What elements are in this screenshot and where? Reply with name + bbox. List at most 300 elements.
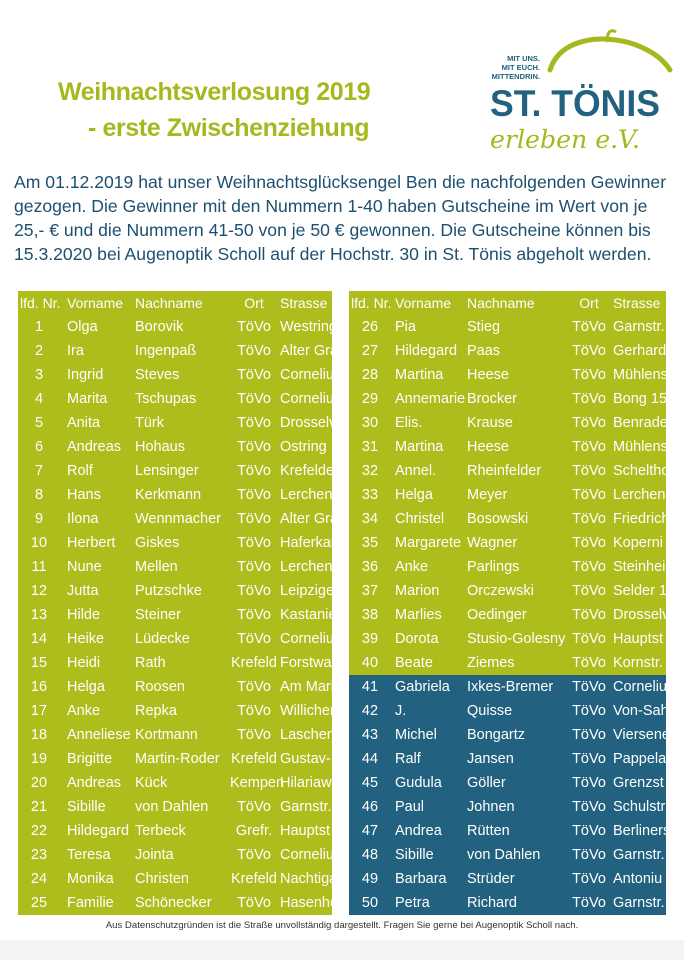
cell-nr: 7 [34,463,44,479]
cell-nr: 20 [30,775,48,791]
cell-nr: 2 [34,343,44,359]
cell-nachname: Heese [467,367,509,383]
cell-strasse: Drosselv [280,415,337,431]
cell-nachname: Terbeck [135,823,186,839]
privacy-footnote: Aus Datenschutzgründen ist die Straße unvollständig dargestellt. Fragen Sie gerne bei Augenoptik Scholl nach. [105,920,579,931]
cell-strasse: Garnstr. [613,847,665,863]
cell-ort: TöVo [237,583,271,599]
cell-strasse: Ostring [280,439,327,455]
table-row [18,387,332,411]
cell-ort: TöVo [572,535,606,551]
cell-vorname: Marion [395,583,440,599]
table-row [18,555,337,579]
cell-nachname: Steiner [135,607,181,623]
cell-strasse: Viersene [613,727,670,743]
cell-vorname: Andrea [395,823,442,839]
cell-nachname: Hohaus [135,439,185,455]
table-row [349,627,666,651]
cell-nachname: Stieg [467,319,501,335]
table-row [349,651,666,675]
cell-nachname: Ixkes-Bremer [467,679,554,695]
cell-ort: TöVo [572,847,606,863]
table-row [18,699,335,723]
cell-vorname: Teresa [67,847,111,863]
cell-nr: 22 [30,823,48,839]
cell-vorname: Dorota [395,631,439,647]
cell-vorname: Anke [67,703,101,719]
cell-nachname: Paas [467,343,501,359]
table-row [18,891,339,915]
table-body [349,315,671,915]
cell-vorname: Elis. [395,415,423,431]
cell-nachname: Roosen [135,679,185,695]
cell-strasse: Koperni [613,535,663,551]
table-row [349,507,670,531]
table-row [349,819,671,843]
cell-nr: 14 [30,631,48,647]
cell-nachname: von Dahlen [135,799,209,815]
cell-ort: TöVo [237,703,271,719]
table-row [18,747,332,771]
cell-nachname: Quisse [467,703,513,719]
cell-nr: 10 [30,535,48,551]
cell-vorname: Heike [67,631,105,647]
cell-nachname: Repka [135,703,177,719]
table-row [18,675,343,699]
cell-nr: 31 [361,439,379,455]
cell-nachname: Steves [135,367,180,383]
cell-strasse: Grenzst [613,775,664,791]
cell-nachname: Rheinfelder [467,463,542,479]
cell-ort: TöVo [237,367,271,383]
cell-vorname: Beate [395,655,433,671]
cell-strasse: Willicher [280,703,335,719]
cell-strasse: Mühlens [613,367,668,383]
cell-vorname: Margarete [395,535,462,551]
cell-ort: TöVo [572,631,606,647]
cell-vorname: Hildegard [395,343,458,359]
cell-ort: TöVo [572,439,606,455]
cell-nachname: Johnen [467,799,515,815]
cell-ort: TöVo [237,535,271,551]
cell-vorname: Barbara [395,871,447,887]
table-row [349,699,669,723]
cell-nr: 49 [361,871,379,887]
cell-nr: 30 [361,415,379,431]
cell-nr: 46 [361,799,379,815]
cell-nachname: Wagner [467,535,518,551]
cell-nachname: Parlings [467,559,520,575]
cell-nachname: Lensinger [135,463,199,479]
cell-nr: 4 [34,391,44,407]
winners-table-left [18,291,343,915]
cell-nr: 16 [30,679,48,695]
cell-nr: 17 [30,703,48,719]
intro-line: 15.3.2020 bei Augenoptik Scholl auf der Hochstr. 30 in St. Tönis abgeholt werden. [14,244,652,264]
cell-nr: 5 [34,415,44,431]
cell-vorname: J. [395,703,407,719]
cell-ort: TöVo [572,583,606,599]
cell-nachname: Bosowski [467,511,529,527]
logo-tagline-2: MIT EUCH. [501,63,540,72]
table-row [18,507,339,531]
table-row [18,771,332,795]
cell-ort: TöVo [237,415,271,431]
cell-ort: Krefeld [231,655,277,671]
cell-strasse: Berliners [613,823,671,839]
cell-nr: 35 [361,535,379,551]
cell-nr: 29 [361,391,379,407]
cell-strasse: Mühlens [613,439,668,455]
title-line-2: - erste Zwischenziehung [88,114,370,142]
cell-strasse: Selder 1 [613,583,668,599]
table-row [18,819,332,843]
header-ort: Ort [244,295,264,311]
table-row [349,891,666,915]
table-row [349,723,670,747]
cell-nachname: Göller [467,775,506,791]
intro-line: 25,- € und die Nummern 41-50 von je 50 € gewonnen. Die Gutscheine können bis [14,220,651,240]
cell-nachname: Christen [135,871,189,887]
cell-strasse: Corneliu [280,847,334,863]
cell-nr: 42 [361,703,379,719]
table-row [349,579,666,603]
cell-strasse: Lerchen: [280,487,337,503]
cell-nachname: Kortmann [135,727,198,743]
cell-vorname: Annel. [395,463,437,479]
cell-ort: TöVo [572,343,606,359]
cell-nachname: Kerkmann [135,487,202,503]
cell-nr: 26 [361,319,379,335]
cell-nr: 33 [361,487,379,503]
cell-nr: 47 [361,823,379,839]
cell-vorname: Hans [67,487,101,503]
cell-nr: 1 [34,319,44,335]
table-row [18,579,335,603]
cell-nr: 36 [361,559,379,575]
header-vorname: Vorname [67,295,124,311]
cell-nr: 43 [361,727,379,743]
cell-nr: 27 [361,343,379,359]
cell-vorname: Anneliese [67,727,131,743]
cell-ort: TöVo [572,823,606,839]
cell-strasse: Hilariaw [280,775,332,791]
cell-strasse: Steinhei [613,559,666,575]
table-row [349,747,670,771]
cell-strasse: Nachtiga [280,871,338,887]
cell-ort: TöVo [237,679,271,695]
cell-vorname: Monika [67,871,114,887]
cell-ort: TöVo [572,727,606,743]
cell-ort: TöVo [237,727,271,743]
cell-strasse: Pappelal [613,751,670,767]
cell-vorname: Pia [395,319,416,335]
cell-nr: 50 [361,895,379,911]
table-row [349,795,666,819]
cell-strasse: Forstwa [280,655,332,671]
cell-nachname: Borovik [135,319,184,335]
header-nachname: Nachname [467,295,535,311]
cell-nachname: Mellen [135,559,178,575]
cell-nachname: Martin-Roder [135,751,220,767]
cell-vorname: Ira [67,343,84,359]
table-row [349,315,666,339]
cell-ort: TöVo [572,655,606,671]
cell-vorname: Sibille [67,799,106,815]
cell-strasse: Leipzige [280,583,335,599]
cell-strasse: Westring [280,319,337,335]
cell-ort: TöVo [237,463,271,479]
table-row [349,363,666,387]
cell-nachname: Meyer [467,487,508,503]
cell-ort: Krefeld [231,751,277,767]
cell-vorname: Sibille [395,847,434,863]
cell-ort: TöVo [572,367,606,383]
cell-ort: TöVo [572,775,606,791]
cell-ort: TöVo [237,319,271,335]
cell-nr: 40 [361,655,379,671]
cell-vorname: Heidi [67,655,101,671]
cell-vorname: Herbert [67,535,116,551]
table-row [349,603,670,627]
cell-nachname: Kück [135,775,168,791]
cell-nr: 23 [30,847,48,863]
cell-nachname: Türk [135,415,164,431]
cell-nr: 48 [361,847,379,863]
cell-nr: 39 [361,631,379,647]
cell-nr: 8 [34,487,44,503]
cell-strasse: Benrade [613,415,668,431]
cell-nr: 24 [30,871,48,887]
cell-nachname: Ziemes [467,655,515,671]
cell-vorname: Gabriela [395,679,450,695]
cell-ort: TöVo [237,439,271,455]
cell-strasse: Haferkar [280,535,336,551]
cell-strasse: Schelthc [613,463,669,479]
cell-nr: 21 [30,799,48,815]
cell-ort: TöVo [572,871,606,887]
cell-vorname: Nune [67,559,102,575]
table-header [349,291,666,315]
header-nachname: Nachname [135,295,203,311]
table-row [349,387,666,411]
cell-nachname: Heese [467,439,509,455]
table-row [349,339,666,363]
cell-strasse: Laschen [280,727,335,743]
cell-strasse: Drosselv [613,607,670,623]
cell-strasse: Hasenhe [280,895,339,911]
cell-nr: 11 [31,559,47,575]
cell-strasse: Kastanie [280,607,337,623]
cell-strasse: Garnstr. [613,895,665,911]
cell-nr: 12 [30,583,48,599]
table-row [349,555,666,579]
intro-line: gezogen. Die Gewinner mit den Nummern 1-40 haben Gutscheine im Wert von je [14,196,648,216]
cell-strasse: Corneliu [280,391,334,407]
table-row [18,483,337,507]
cell-strasse: Garnstr. [613,319,665,335]
table-row [349,675,666,699]
table-row [349,411,666,435]
cell-vorname: Ilona [67,511,99,527]
cell-ort: TöVo [572,703,606,719]
cell-nachname: Wennmacher [135,511,221,527]
cell-ort: Grefr. [235,823,273,839]
cell-strasse: Corneliu [280,367,334,383]
cell-nachname: Strüder [467,871,515,887]
cell-vorname: Jutta [67,583,99,599]
cell-nr: 37 [361,583,379,599]
cell-nachname: Brocker [467,391,517,407]
cell-nachname: Giskes [135,535,180,551]
cell-ort: TöVo [572,319,606,335]
cell-ort: TöVo [572,799,606,815]
cell-ort: TöVo [572,391,606,407]
header-strasse: Strasse [280,295,328,311]
cell-strasse: Alter Gra [280,511,339,527]
cell-ort: TöVo [572,895,606,911]
table-row [18,363,332,387]
cell-nachname: Krause [467,415,513,431]
table-row [18,339,339,363]
cell-strasse: Am Marie [280,679,343,695]
cell-strasse: Friedrich [613,511,670,527]
table-row [18,603,337,627]
cell-ort: TöVo [572,415,606,431]
cell-nr: 9 [34,511,44,527]
cell-vorname: Anke [395,559,429,575]
cell-nachname: Oedinger [467,607,527,623]
cell-nr: 32 [361,463,379,479]
cell-ort: TöVo [237,847,271,863]
table-row [349,483,670,507]
table-row [349,459,669,483]
cell-ort: Kempen [230,775,285,791]
header-nr: lfd. Nr. [351,295,392,311]
cell-nr: 45 [361,775,379,791]
logo-tagline-1: MIT UNS. [507,54,540,63]
cell-vorname: Marlies [395,607,442,623]
cell-strasse: Kornstr. [613,655,663,671]
header-vorname: Vorname [395,295,452,311]
cell-nr: 19 [30,751,48,767]
winners-table-right [349,291,671,915]
cell-nr: 6 [34,439,44,455]
cell-vorname: Andreas [67,775,122,791]
table-header [18,291,332,315]
cell-vorname: Hilde [67,607,101,623]
table-row [18,531,336,555]
cell-ort: TöVo [237,895,271,911]
table-body [18,315,343,915]
table-row [349,843,666,867]
table-row [18,459,335,483]
cell-nachname: Jointa [135,847,174,863]
cell-ort: TöVo [572,559,606,575]
cell-vorname: Brigitte [67,751,113,767]
cell-vorname: Andreas [67,439,122,455]
cell-nr: 25 [30,895,48,911]
cell-vorname: Martina [395,367,444,383]
cell-vorname: Rolf [67,463,93,479]
cell-vorname: Familie [67,895,114,911]
intro-text [14,170,674,266]
cell-strasse: Antoniu [613,871,663,887]
table-row [18,723,335,747]
header-strasse: Strasse [613,295,661,311]
cell-vorname: Michel [395,727,437,743]
cell-nr: 34 [361,511,379,527]
cell-vorname: Christel [395,511,445,527]
cell-nachname: Bongartz [467,727,526,743]
header-nr: lfd. Nr. [20,295,61,311]
cell-strasse: Corneliu [280,631,334,647]
cell-ort: TöVo [572,607,606,623]
table-row [349,771,666,795]
cell-vorname: Martina [395,439,444,455]
cell-strasse: Alter Gra [280,343,339,359]
cell-nachname: Ingenpaß [135,343,197,359]
cell-strasse: Lerchen: [613,487,670,503]
table-row [349,435,666,459]
table-row [18,867,338,891]
cell-ort: TöVo [572,487,606,503]
table-row [18,651,332,675]
cell-strasse: Schulstr [613,799,666,815]
st-toenis-logo [488,30,678,160]
cell-nachname: Orczewski [467,583,534,599]
cell-nachname: Rütten [467,823,510,839]
cell-nachname: Stusio-Golesny [467,631,566,647]
cell-ort: TöVo [572,463,606,479]
cell-ort: TöVo [237,391,271,407]
cell-nr: 44 [361,751,379,767]
table-row [349,531,666,555]
cell-vorname: Anita [67,415,101,431]
cell-nr: 15 [30,655,48,671]
cell-nr: 41 [361,679,379,695]
header-ort: Ort [579,295,599,311]
cell-nachname: Rath [135,655,166,671]
table-row [18,411,337,435]
cell-vorname: Helga [395,487,433,503]
intro-line: Am 01.12.2019 hat unser Weihnachtsglücksengel Ben die nachfolgenden Gewinner [14,172,667,192]
table-row [18,627,332,651]
logo-tagline-3: MITTENDRIN. [491,72,540,81]
cell-ort: TöVo [237,343,271,359]
cell-vorname: Annemarie [395,391,466,407]
table-row [18,843,332,867]
table-row [18,795,332,819]
cell-nr: 13 [30,607,48,623]
cell-strasse: Hauptst [280,823,330,839]
cell-ort: TöVo [237,799,271,815]
cell-vorname: Hildegard [67,823,130,839]
cell-vorname: Paul [395,799,425,815]
logo-name: ST. TÖNIS [490,83,660,124]
cell-vorname: Olga [67,319,98,335]
cell-ort: TöVo [237,631,271,647]
table-row [18,315,337,339]
cell-nachname: Richard [467,895,517,911]
cell-ort: TöVo [237,559,271,575]
cell-nr: 28 [361,367,379,383]
cell-ort: TöVo [572,679,606,695]
cell-ort: TöVo [237,487,271,503]
cell-vorname: Marita [67,391,108,407]
logo-script: erleben e.V. [490,125,640,154]
cell-ort: TöVo [237,607,271,623]
